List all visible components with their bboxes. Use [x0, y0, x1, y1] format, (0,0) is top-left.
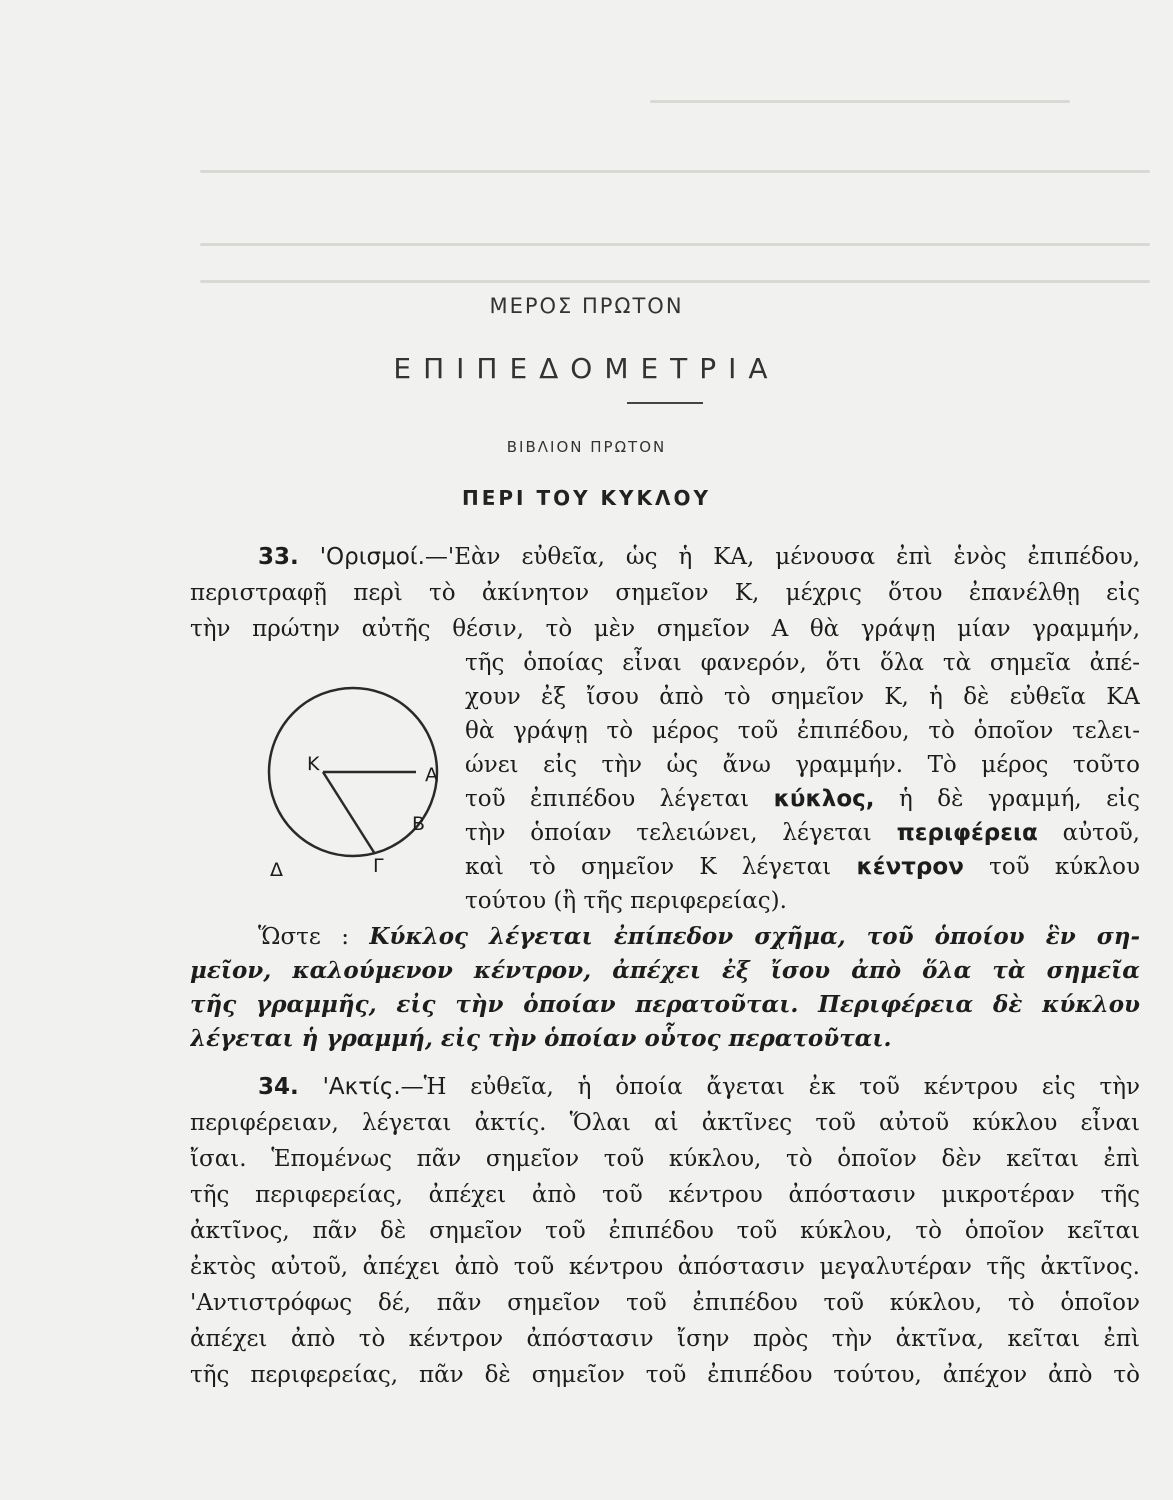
section33-line-8: [465, 782, 1140, 816]
section33-line-9: [465, 816, 1140, 850]
section34-line-6: ἐκτὸς αὐτοῦ, ἀπέχει ἀπὸ τοῦ κέντρου ἀπόστασιν μεγαλυτέραν τῆς ἀκτῖνος.: [190, 1254, 1140, 1280]
label-d: Δ: [270, 859, 283, 880]
section33-line-6: θὰ γράψῃ τὸ μέρος τοῦ ἐπιπέδου, τὸ ὁποῖον τελει-: [465, 718, 1140, 744]
section33-line-1: [258, 540, 1140, 574]
section34-line-1: [258, 1070, 1140, 1104]
title-divider: [627, 402, 703, 404]
term-kyklos: κύκλος,: [773, 786, 875, 812]
definition-line-2: μεῖον, καλούμενον κέντρον, ἀπέχει ἐξ ἴσου ἀπὸ ὅλα τὰ σημεῖα: [190, 957, 1140, 984]
section34-line-7: 'Αντιστρόφως δέ, πᾶν σημεῖον τοῦ ἐπιπέδου τοῦ κύκλου, τὸ ὁποῖον: [190, 1290, 1140, 1316]
subject-title: ΕΠΙΠΕΔΟΜΕΤΡΙΑ: [393, 352, 780, 385]
text-span: αὐτοῦ,: [1062, 820, 1140, 846]
section34-line-9: τῆς περιφερείας, πᾶν δὲ σημεῖον τοῦ ἐπιπέδου τούτου, ἀπέχον ἀπὸ τὸ: [190, 1362, 1140, 1388]
text-span: τοῦ ἐπιπέδου λέγεται: [465, 786, 750, 812]
section33-line-11: τούτου (ἢ τῆς περιφερείας).: [465, 888, 787, 914]
section33-number: 33.: [258, 544, 299, 570]
show-through-line: [200, 243, 1150, 246]
label-b: Β: [412, 813, 426, 835]
definition-lead: Ὥστε :: [258, 924, 349, 950]
definition-text: Κύκλος λέγεται ἐπίπεδον σχῆμα, τοῦ ὁποίου ἓν ση-: [369, 923, 1140, 950]
section33-line-7: ώνει εἰς τὴν ὡς ἄνω γραμμήν. Τὸ μέρος τοῦτο: [465, 752, 1140, 778]
show-through-line: [200, 280, 1150, 283]
chapter-heading: ΠΕΡΙ ΤΟΥ ΚΥΚΛΟΥ: [462, 486, 711, 510]
section34-line-8: ἀπέχει ἀπὸ τὸ κέντρον ἀπόστασιν ἴσην πρὸς τὴν ἀκτῖνα, κεῖται ἐπὶ: [190, 1326, 1140, 1352]
term-periferia: περιφέρεια: [896, 820, 1038, 846]
section33-text: —'Εὰν εὐθεῖα, ὡς ἡ ΚΑ, μένουσα ἐπὶ ἑνὸς ἐπιπέδου,: [424, 544, 1140, 570]
definition-line-1: [258, 920, 1140, 954]
section33-line-3: τὴν πρώτην αὐτῆς θέσιν, τὸ μὲν σημεῖον Α θὰ γράψῃ μίαν γραμμήν,: [190, 616, 1140, 642]
text-span: τοῦ κύκλου: [989, 854, 1140, 880]
section33-line-10: [465, 850, 1140, 884]
show-through-line: [200, 170, 1150, 173]
term-kentron: κέντρον: [856, 854, 964, 880]
radius-kg: [323, 772, 375, 854]
show-through-line: [650, 100, 1070, 103]
definition-line-4: λέγεται ἡ γραμμή, εἰς τὴν ὁποίαν οὗτος περατοῦται.: [190, 1025, 892, 1052]
circle-figure: [250, 680, 460, 880]
section33-line-4: τῆς ὁποίας εἶναι φανερόν, ὅτι ὅλα τὰ σημεῖα ἀπέ-: [465, 650, 1140, 676]
definition-line-3: τῆς γραμμῆς, εἰς τὴν ὁποίαν περατοῦται. Περιφέρεια δὲ κύκλου: [190, 991, 1140, 1018]
text-span: τὴν ὁποίαν τελειώνει, λέγεται: [465, 820, 872, 846]
section33-title: 'Ορισμοί.: [319, 544, 425, 570]
section34-line-2: περιφέρειαν, λέγεται ἀκτίς. Ὅλαι αἱ ἀκτῖνες τοῦ αὐτοῦ κύκλου εἶναι: [190, 1110, 1140, 1136]
label-k: Κ: [307, 753, 320, 775]
text-span: ἡ δὲ γραμμή, εἰς: [899, 786, 1140, 812]
section34-number: 34.: [258, 1074, 299, 1100]
section34-line-5: ἀκτῖνος, πᾶν δὲ σημεῖον τοῦ ἐπιπέδου τοῦ κύκλου, τὸ ὁποῖον κεῖται: [190, 1218, 1140, 1244]
section33-line-2: περιστραφῇ περὶ τὸ ἀκίνητον σημεῖον Κ, μέχρις ὅτου ἐπανέλθῃ εἰς: [190, 580, 1140, 606]
label-a: Α: [425, 764, 438, 786]
label-g: Γ: [373, 855, 384, 877]
section33-line-5: χουν ἐξ ἴσου ἀπὸ τὸ σημεῖον Κ, ἡ δὲ εὐθεῖα ΚΑ: [465, 684, 1140, 710]
book-heading: ΒΙΒΛΙΟΝ ΠΡΩΤΟΝ: [506, 438, 667, 456]
text-span: καὶ τὸ σημεῖον Κ λέγεται: [465, 854, 832, 880]
section34-title: 'Ακτίς.: [322, 1074, 401, 1100]
section34-text: —Ἡ εὐθεῖα, ἡ ὁποία ἄγεται ἐκ τοῦ κέντρου εἰς τὴν: [400, 1074, 1140, 1100]
section34-line-3: ἴσαι. Ἑπομένως πᾶν σημεῖον τοῦ κύκλου, τὸ ὁποῖον δὲν κεῖται ἐπὶ: [190, 1146, 1140, 1172]
part-heading: ΜΕΡΟΣ ΠΡΩΤΟΝ: [489, 294, 684, 318]
section34-line-4: τῆς περιφερείας, ἀπέχει ἀπὸ τοῦ κέντρου ἀπόστασιν μικροτέραν τῆς: [190, 1182, 1140, 1208]
